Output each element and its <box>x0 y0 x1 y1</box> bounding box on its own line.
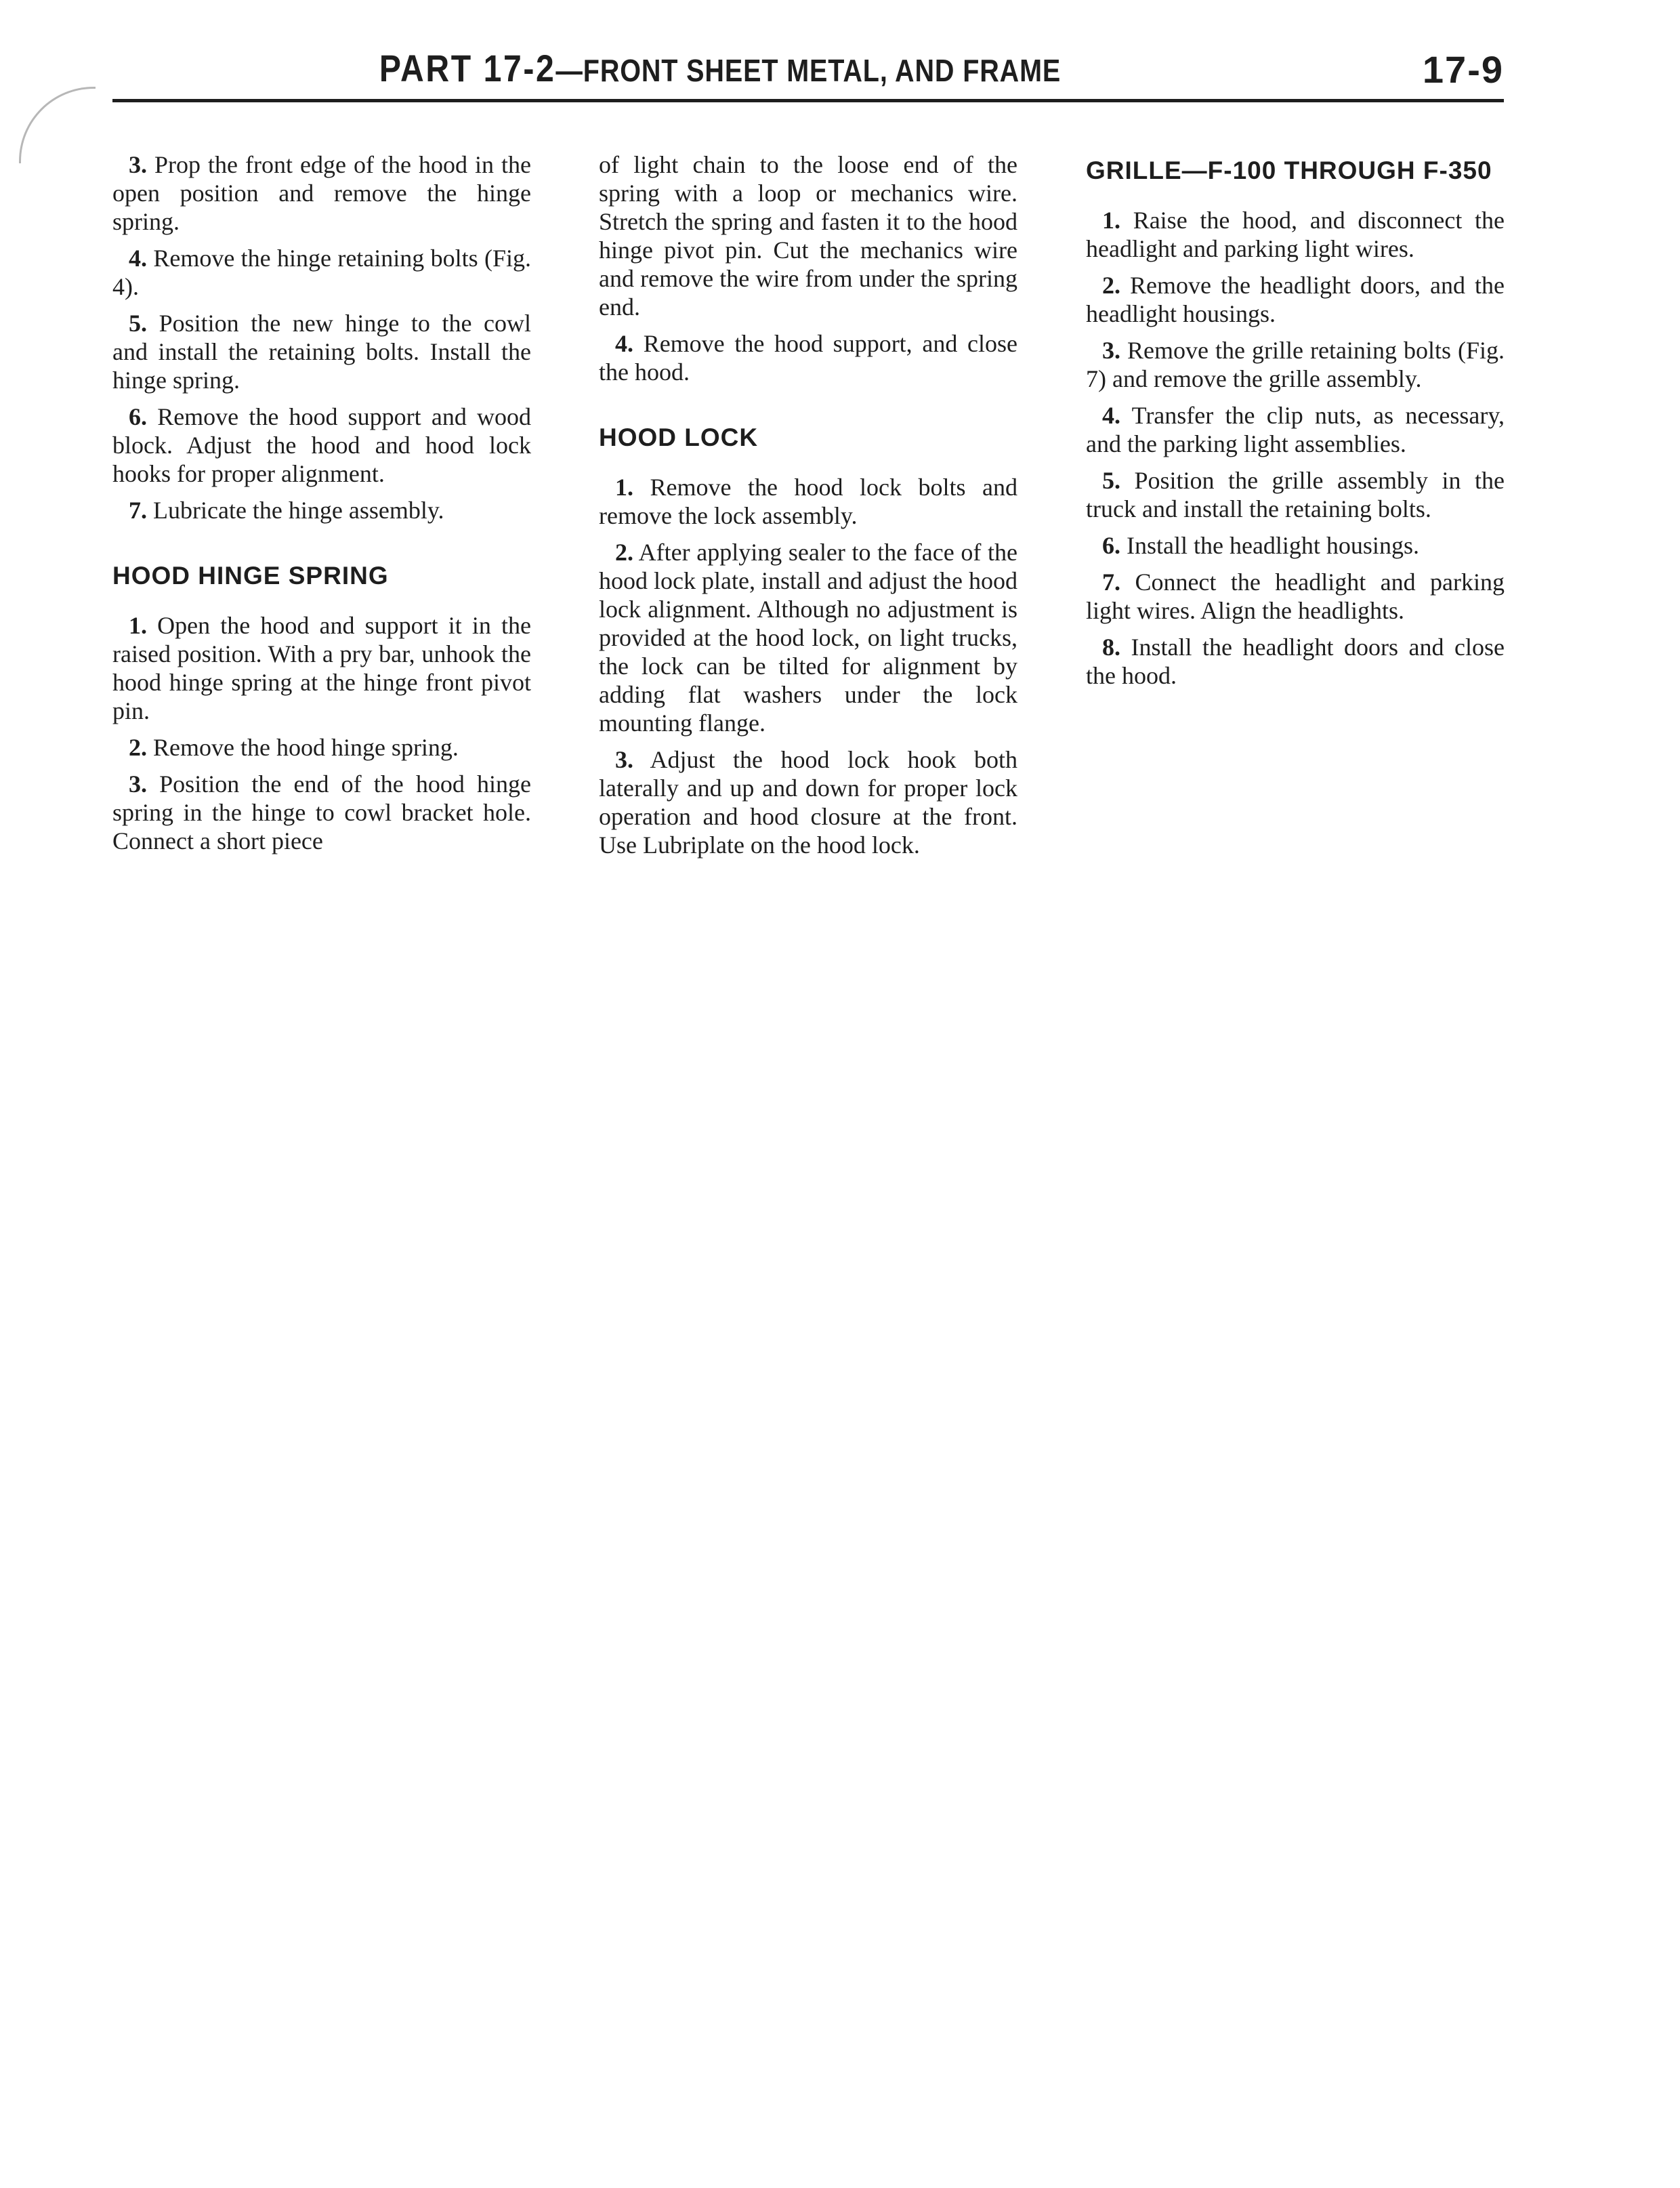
step-number: 7. <box>129 497 147 524</box>
step-text: Remove the hood hinge spring. <box>153 734 459 761</box>
step-text: Remove the hood support and wood block. Adjust the hood and hood lock hooks for proper alignment. <box>112 403 532 487</box>
step-number: 5. <box>1102 467 1120 494</box>
step-text: Remove the hood lock bolts and remove the lock assembly. <box>599 474 1017 529</box>
step-paragraph <box>599 329 1017 386</box>
step-text: Open the hood and support it in the raised position. With a pry bar, unhook the hood hinge spring at the hinge front pivot pin. <box>112 612 532 724</box>
step-text: Remove the headlight doors, and the headlight housings. <box>1086 272 1505 327</box>
step-text: Transfer the clip nuts, as necessary, and the parking light assemblies. <box>1086 402 1505 457</box>
step-number: 2. <box>129 734 147 761</box>
step-paragraph <box>1086 531 1505 560</box>
step-paragraph <box>112 496 531 524</box>
step-text: Install the headlight housings. <box>1127 532 1419 559</box>
page-corner-mark <box>19 87 96 163</box>
step-paragraph <box>1086 206 1505 263</box>
step-paragraph <box>1086 568 1505 625</box>
step-number: 7. <box>1102 569 1120 596</box>
page-header <box>112 39 1504 100</box>
step-text: Position the end of the hood hinge spring in the hinge to cowl bracket hole. Connect a short piece <box>112 770 531 854</box>
step-number: 4. <box>129 245 147 272</box>
step-paragraph <box>112 244 531 301</box>
page-number: 17-9 <box>1422 48 1504 91</box>
step-text: Prop the front edge of the hood in the open position and remove the hinge spring. <box>112 151 531 235</box>
step-text: Adjust the hood lock hook both laterally and up and down for proper lock operation and hood closure at the front. Use Lubriplate on the hood lock. <box>599 746 1017 859</box>
step-number: 2. <box>1102 272 1120 299</box>
step-number: 1. <box>129 612 147 639</box>
step-number: 6. <box>129 403 147 430</box>
running-title <box>198 46 1243 90</box>
step-number: 5. <box>129 310 147 337</box>
step-paragraph <box>112 309 531 394</box>
middle-column <box>599 150 1017 867</box>
step-text: Remove the grille retaining bolts (Fig. 7) and remove the grille assembly. <box>1086 337 1505 392</box>
section-heading-hood-hinge-spring: HOOD HINGE SPRING <box>112 562 389 590</box>
step-paragraph <box>1086 336 1505 393</box>
step-text: Remove the hood support, and close the hood. <box>599 330 1017 386</box>
step-number: 3. <box>615 746 633 773</box>
step-paragraph <box>599 538 1017 737</box>
step-paragraph <box>112 770 531 855</box>
step-number: 1. <box>1102 207 1120 234</box>
section-title: —FRONT SHEET METAL, AND FRAME <box>555 53 1062 88</box>
step-paragraph <box>112 402 531 488</box>
header-rule <box>112 99 1504 102</box>
step-paragraph <box>599 473 1017 530</box>
left-column <box>112 150 531 863</box>
step-text: Connect the headlight and parking light wires. Align the headlights. <box>1086 569 1505 624</box>
step-paragraph <box>1086 401 1505 458</box>
step-paragraph <box>112 611 531 725</box>
step-number: 4. <box>615 330 633 357</box>
part-label: PART 17-2 <box>379 47 556 89</box>
step-number: 8. <box>1102 634 1120 661</box>
step-text: Position the grille assembly in the truck and install the retaining bolts. <box>1086 467 1505 522</box>
step-paragraph <box>112 733 531 762</box>
right-column <box>1086 150 1505 698</box>
step-number: 3. <box>1102 337 1120 364</box>
step-paragraph <box>1086 633 1505 690</box>
step-number: 3. <box>129 770 147 798</box>
step-number: 2. <box>615 539 633 566</box>
step-paragraph <box>599 745 1017 859</box>
step-paragraph <box>1086 271 1505 328</box>
step-text: After applying sealer to the face of the hood lock plate, install and adjust the hood lock alignment. Although no adjustment is provided at the hood lock, on light trucks, the lock can be tilted for alignment by adding flat washers under the lock mounting flange. <box>599 539 1017 737</box>
section-heading-hood-lock: HOOD LOCK <box>599 424 759 451</box>
step-number: 4. <box>1102 402 1120 429</box>
step-paragraph <box>112 150 531 236</box>
step-number: 3. <box>129 151 147 178</box>
step-paragraph <box>1086 466 1505 523</box>
step-number: 6. <box>1102 532 1120 559</box>
section-heading-grille: GRILLE—F-100 THROUGH F-350 <box>1086 157 1492 184</box>
step-number: 1. <box>615 474 633 501</box>
step-text: Install the headlight doors and close the hood. <box>1086 634 1505 689</box>
step-text: Raise the hood, and disconnect the headlight and parking light wires. <box>1086 207 1505 262</box>
step-text: Lubricate the hinge assembly. <box>153 497 444 524</box>
step-text: Remove the hinge retaining bolts (Fig. 4). <box>112 245 531 300</box>
continued-paragraph: of light chain to the loose end of the spring with a loop or mechanics wire. Stretch the spring and fasten it to the hood hinge pivot pin. Cut the mechanics wire and remove the wire from under the spring end. <box>599 151 1017 321</box>
step-text: Position the new hinge to the cowl and install the retaining bolts. Install the hinge spring. <box>112 310 532 394</box>
